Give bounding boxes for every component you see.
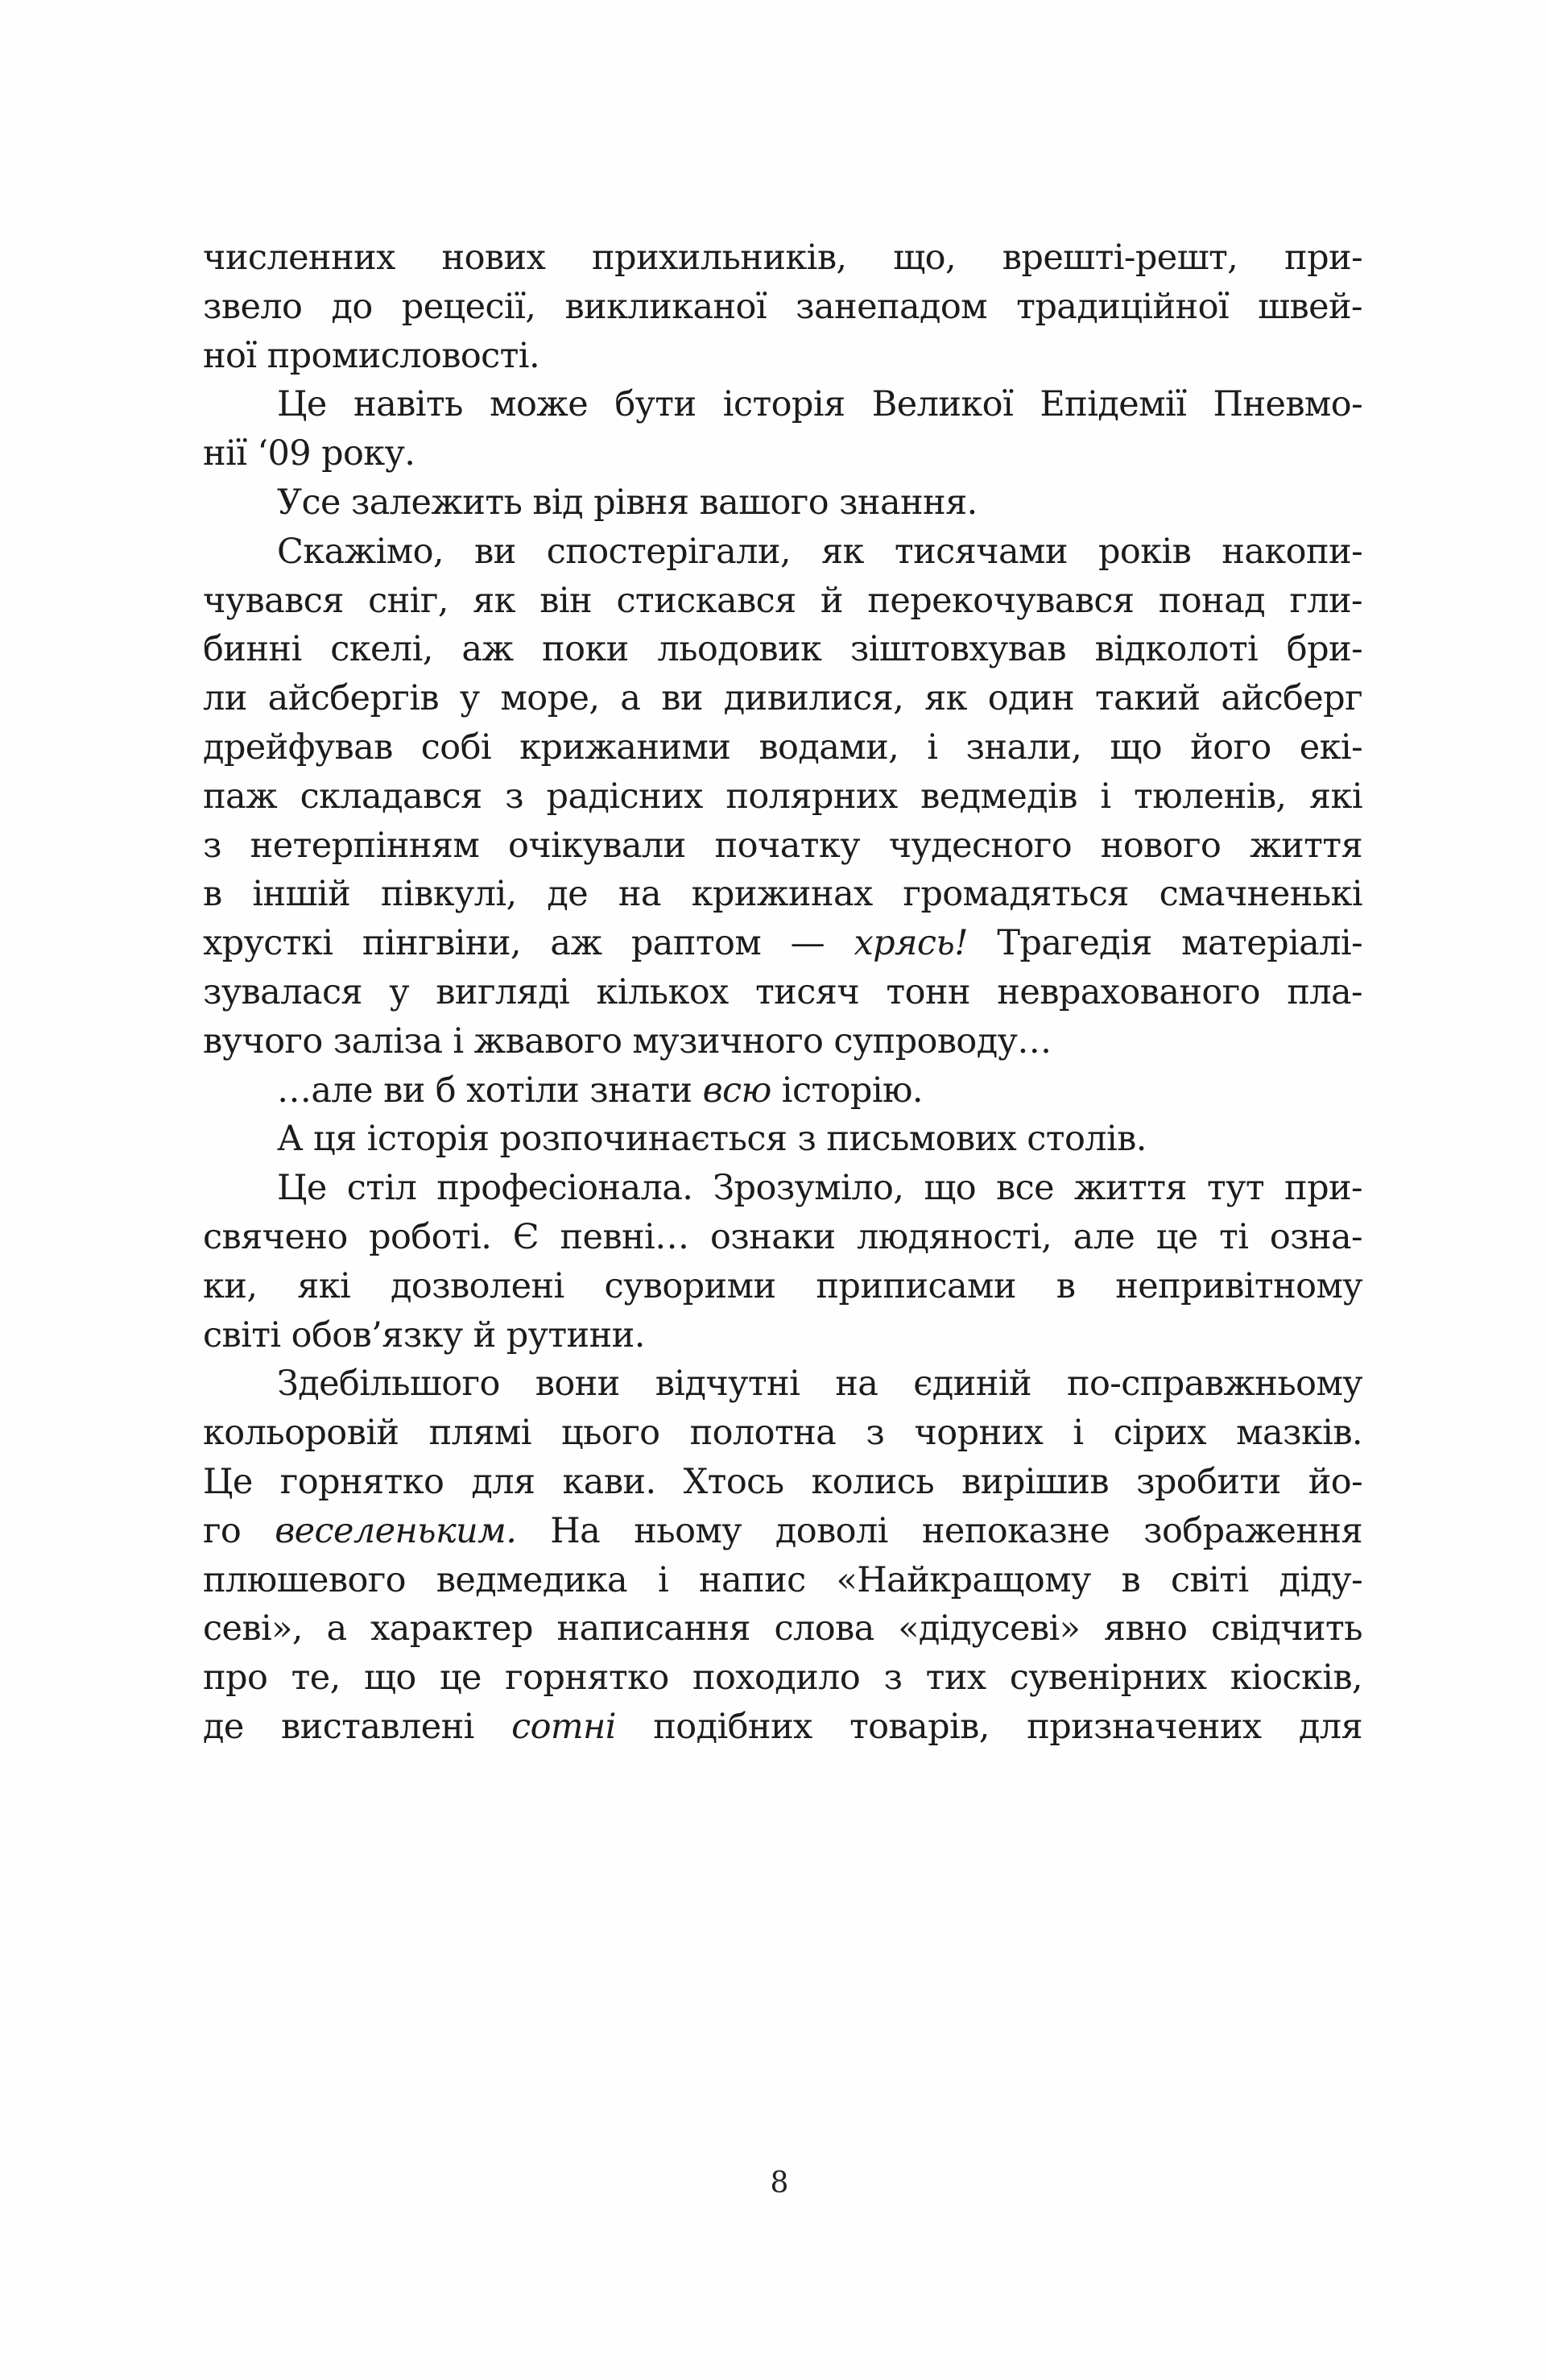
text-line: [203, 625, 1362, 674]
text-line: [203, 1311, 1362, 1360]
text-line: [203, 429, 1362, 478]
text-line: [203, 1458, 1362, 1507]
italic-text: веселеньким.: [275, 1510, 517, 1551]
text-segment: хрусткі пінгвіни, аж раптом —: [203, 923, 854, 964]
text-segment: зувалася у вигляді кількох тисяч тонн неврахованого пла-: [203, 971, 1362, 1012]
text-line: [203, 380, 1362, 429]
text-segment: Здебільшого вони відчутні на єдиній по-справжньому: [277, 1364, 1362, 1405]
text-segment: звело до рецесії, викликаної занепадом традиційної швей-: [203, 286, 1362, 327]
text-segment: На ньому доволі непоказне зображення: [516, 1510, 1362, 1551]
text-line: [203, 577, 1362, 626]
text-line: [203, 822, 1362, 871]
text-line: [203, 1017, 1362, 1066]
text-segment: де виставлені: [203, 1706, 512, 1747]
text-segment: ли айсбергів у море, а ви дивилися, як один такий айсберг: [203, 678, 1362, 719]
italic-text: сотні: [511, 1706, 616, 1747]
text-segment: чувався сніг, як він стискався й перекочувався понад гли-: [203, 580, 1362, 621]
text-line: [203, 723, 1362, 772]
body-text: [203, 234, 1362, 1752]
text-line: [203, 283, 1362, 332]
text-segment: численних нових прихильників, що, врешті-решт, при-: [203, 238, 1362, 278]
text-segment: свячено роботі. Є певні… ознаки людяності, але це ті озна-: [203, 1216, 1362, 1257]
text-segment: кольоровій плямі цього полотна з чорних і сірих мазків.: [203, 1413, 1362, 1454]
text-segment: про те, що це горнятко походило з тих сувенірних кіосків,: [203, 1658, 1362, 1699]
text-segment: плюшевого ведмедика і напис «Найкращому в світі діду-: [203, 1559, 1362, 1600]
page-number: 8: [770, 2167, 789, 2200]
text-segment: ки, які дозволені суворими приписами в непривітному: [203, 1265, 1362, 1306]
text-segment: Усе залежить від рівня вашого знання.: [277, 482, 978, 523]
text-segment: Трагедія матеріалі-: [967, 923, 1362, 964]
italic-text: всю: [702, 1070, 771, 1111]
text-segment: паж складався з радісних полярних ведмедів і тюленів, які: [203, 776, 1362, 817]
text-line: [203, 1556, 1362, 1605]
text-segment: вучого заліза і жвавого музичного супроводу…: [203, 1020, 1052, 1062]
text-segment: дрейфував собі крижаними водами, і знали, що його екі-: [203, 726, 1362, 768]
text-segment: в іншій півкулі, де на крижинах громадяться смачненькі: [203, 874, 1362, 915]
text-line: [203, 332, 1362, 381]
text-segment: бинні скелі, аж поки льодовик зіштовхував відколоті бри-: [203, 629, 1362, 670]
text-segment: Це навіть може бути історія Великої Епідемії Пневмо-: [277, 384, 1362, 425]
text-segment: Це стіл професіонала. Зрозуміло, що все життя тут при-: [277, 1168, 1362, 1209]
text-line: [203, 1604, 1362, 1654]
text-segment: …але ви б хотіли знати: [277, 1070, 703, 1111]
text-line: [203, 1066, 1362, 1115]
text-line: [203, 1360, 1362, 1409]
text-line: [203, 772, 1362, 822]
text-line: [203, 919, 1362, 968]
text-segment: нії ‘09 року.: [203, 433, 415, 474]
text-line: [203, 1409, 1362, 1458]
text-segment: А ця історія розпочинається з письмових столів.: [277, 1119, 1147, 1160]
text-segment: го: [203, 1510, 275, 1551]
text-line: [203, 674, 1362, 723]
text-line: [203, 528, 1362, 577]
text-segment: ної промисловості.: [203, 335, 540, 376]
text-line: [203, 870, 1362, 919]
italic-text: хрясь!: [854, 923, 968, 964]
text-line: [203, 968, 1362, 1017]
text-line: [203, 1213, 1362, 1262]
text-segment: з нетерпінням очікували початку чудесного нового життя: [203, 825, 1362, 866]
text-line: [203, 1703, 1362, 1752]
text-line: [203, 478, 1362, 528]
text-segment: Це горнятко для кави. Хтось колись вирішив зробити йо-: [203, 1461, 1362, 1502]
text-segment: історію.: [771, 1070, 923, 1111]
text-line: [203, 1262, 1362, 1311]
text-segment: світі обов’язку й рутини.: [203, 1314, 645, 1356]
text-segment: Скажімо, ви спостерігали, як тисячами років накопи-: [277, 531, 1362, 572]
text-segment: севі», а характер написання слова «дідусеві» явно свідчить: [203, 1608, 1362, 1649]
text-line: [203, 1115, 1362, 1164]
text-segment: подібних товарів, призначених для: [615, 1706, 1362, 1747]
text-line: [203, 1164, 1362, 1213]
text-line: [203, 1507, 1362, 1556]
text-line: [203, 234, 1362, 283]
text-line: [203, 1654, 1362, 1703]
